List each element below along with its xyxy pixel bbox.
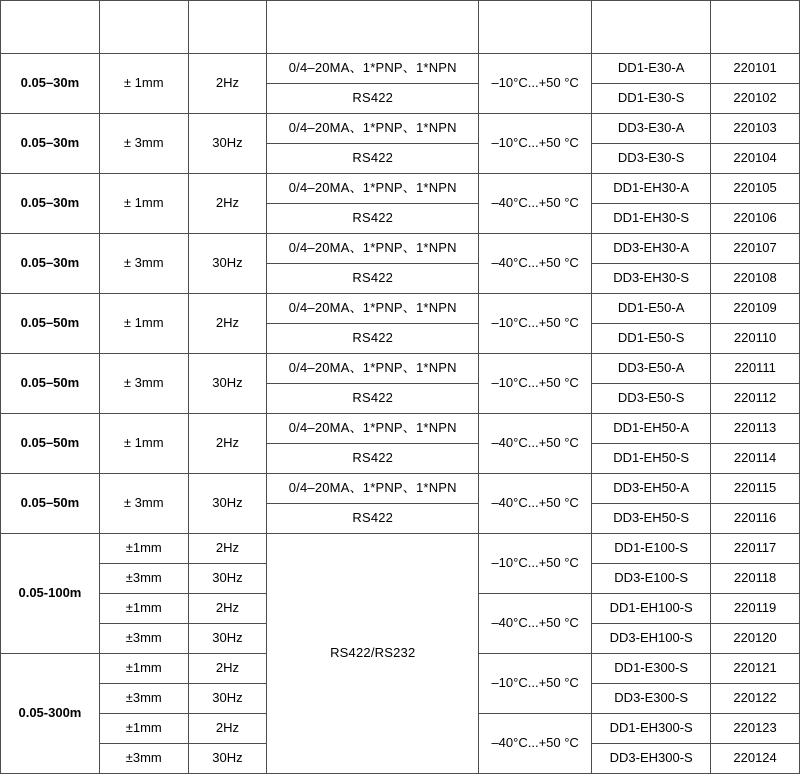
- cell-accuracy: ±1mm: [99, 714, 188, 744]
- cell-working-temperature: –40°C...+50 °C: [479, 474, 592, 534]
- cell-model: DD1-E50-S: [592, 324, 711, 354]
- cell-accuracy: ±3mm: [99, 744, 188, 774]
- cell-model: DD1-EH30-S: [592, 204, 711, 234]
- cell-frequency: 30Hz: [188, 624, 267, 654]
- cell-order-number: 220101: [711, 54, 800, 84]
- cell-order-number: 220119: [711, 594, 800, 624]
- table-row: [1, 474, 800, 504]
- cell-order-number: 220115: [711, 474, 800, 504]
- cell-order-number: 220105: [711, 174, 800, 204]
- cell-model: DD3-EH50-S: [592, 504, 711, 534]
- column-header-accuracy: 精度: [99, 1, 188, 54]
- cell-accuracy: ± 1mm: [99, 414, 188, 474]
- cell-accuracy: ±3mm: [99, 564, 188, 594]
- cell-interface: 0/4–20MA、1*PNP、1*NPN: [267, 54, 479, 84]
- column-header-interface: 接口: [267, 1, 479, 54]
- cell-working-temperature: –10°C...+50 °C: [479, 114, 592, 174]
- cell-order-number: 220123: [711, 714, 800, 744]
- cell-order-number: 220114: [711, 444, 800, 474]
- cell-accuracy: ±1mm: [99, 534, 188, 564]
- cell-frequency: 30Hz: [188, 354, 267, 414]
- cell-order-number: 220122: [711, 684, 800, 714]
- cell-working-distance: 0.05–50m: [1, 414, 100, 474]
- cell-working-temperature: –10°C...+50 °C: [479, 354, 592, 414]
- cell-accuracy: ± 3mm: [99, 234, 188, 294]
- cell-frequency: 2Hz: [188, 414, 267, 474]
- cell-working-distance: 0.05–30m: [1, 54, 100, 114]
- cell-frequency: 2Hz: [188, 294, 267, 354]
- cell-interface: RS422: [267, 204, 479, 234]
- cell-order-number: 220110: [711, 324, 800, 354]
- cell-interface: 0/4–20MA、1*PNP、1*NPN: [267, 234, 479, 264]
- cell-frequency: 30Hz: [188, 564, 267, 594]
- cell-model: DD1-E30-A: [592, 54, 711, 84]
- cell-working-distance: 0.05–50m: [1, 354, 100, 414]
- cell-model: DD1-EH50-S: [592, 444, 711, 474]
- cell-model: DD1-EH300-S: [592, 714, 711, 744]
- table-row: [1, 114, 800, 144]
- cell-interface: 0/4–20MA、1*PNP、1*NPN: [267, 294, 479, 324]
- cell-working-distance: 0.05–30m: [1, 114, 100, 174]
- cell-frequency: 2Hz: [188, 654, 267, 684]
- column-header-model: 型号: [592, 1, 711, 54]
- cell-frequency: 30Hz: [188, 474, 267, 534]
- cell-accuracy: ± 3mm: [99, 114, 188, 174]
- cell-order-number: 220107: [711, 234, 800, 264]
- cell-frequency: 2Hz: [188, 54, 267, 114]
- table-row: [1, 354, 800, 384]
- cell-accuracy: ±1mm: [99, 654, 188, 684]
- cell-interface: 0/4–20MA、1*PNP、1*NPN: [267, 414, 479, 444]
- cell-working-temperature: –40°C...+50 °C: [479, 594, 592, 654]
- cell-order-number: 220106: [711, 204, 800, 234]
- cell-order-number: 220103: [711, 114, 800, 144]
- table-row: [1, 54, 800, 84]
- cell-accuracy: ±3mm: [99, 624, 188, 654]
- column-header-temperature: 工作温度: [479, 1, 592, 54]
- cell-working-temperature: –10°C...+50 °C: [479, 294, 592, 354]
- cell-working-temperature: –10°C...+50 °C: [479, 54, 592, 114]
- column-header-order-number: 订货号: [711, 1, 800, 54]
- cell-interface: RS422: [267, 384, 479, 414]
- cell-working-temperature: –40°C...+50 °C: [479, 174, 592, 234]
- cell-model: DD3-EH50-A: [592, 474, 711, 504]
- cell-model: DD3-EH30-A: [592, 234, 711, 264]
- cell-frequency: 30Hz: [188, 684, 267, 714]
- cell-working-temperature: –40°C...+50 °C: [479, 234, 592, 294]
- cell-order-number: 220111: [711, 354, 800, 384]
- table-header-row: [1, 1, 800, 54]
- cell-interface: RS422: [267, 324, 479, 354]
- cell-order-number: 220118: [711, 564, 800, 594]
- cell-interface: 0/4–20MA、1*PNP、1*NPN: [267, 354, 479, 384]
- cell-working-distance: 0.05–30m: [1, 234, 100, 294]
- cell-working-distance: 0.05-300m: [1, 654, 100, 774]
- cell-working-temperature: –40°C...+50 °C: [479, 414, 592, 474]
- cell-frequency: 2Hz: [188, 174, 267, 234]
- cell-model: DD1-E300-S: [592, 654, 711, 684]
- cell-model: DD3-E100-S: [592, 564, 711, 594]
- cell-order-number: 220121: [711, 654, 800, 684]
- cell-working-distance: 0.05-100m: [1, 534, 100, 654]
- cell-frequency: 30Hz: [188, 114, 267, 174]
- cell-model: DD3-E300-S: [592, 684, 711, 714]
- cell-interface: RS422: [267, 264, 479, 294]
- cell-order-number: 220104: [711, 144, 800, 174]
- cell-interface: 0/4–20MA、1*PNP、1*NPN: [267, 114, 479, 144]
- table-row: [1, 234, 800, 264]
- cell-frequency: 2Hz: [188, 534, 267, 564]
- cell-order-number: 220124: [711, 744, 800, 774]
- cell-working-temperature: –10°C...+50 °C: [479, 534, 592, 594]
- cell-working-distance: 0.05–30m: [1, 174, 100, 234]
- cell-frequency: 30Hz: [188, 744, 267, 774]
- cell-model: DD3-E30-S: [592, 144, 711, 174]
- cell-frequency: 2Hz: [188, 594, 267, 624]
- cell-accuracy: ± 3mm: [99, 474, 188, 534]
- cell-order-number: 220120: [711, 624, 800, 654]
- cell-model: DD1-E50-A: [592, 294, 711, 324]
- cell-model: DD3-EH300-S: [592, 744, 711, 774]
- cell-frequency: 30Hz: [188, 234, 267, 294]
- column-header-frequency: 频率: [188, 1, 267, 54]
- cell-accuracy: ± 1mm: [99, 174, 188, 234]
- cell-model: DD3-E50-A: [592, 354, 711, 384]
- cell-accuracy: ± 1mm: [99, 294, 188, 354]
- cell-interface: RS422/RS232: [267, 534, 479, 774]
- cell-model: DD1-EH30-A: [592, 174, 711, 204]
- cell-working-temperature: –10°C...+50 °C: [479, 654, 592, 714]
- cell-accuracy: ± 3mm: [99, 354, 188, 414]
- table-row: [1, 414, 800, 444]
- table-row: [1, 534, 800, 564]
- cell-order-number: 220117: [711, 534, 800, 564]
- cell-order-number: 220102: [711, 84, 800, 114]
- cell-interface: 0/4–20MA、1*PNP、1*NPN: [267, 474, 479, 504]
- cell-order-number: 220108: [711, 264, 800, 294]
- table-body: [1, 54, 800, 774]
- column-header-distance: 工作距离: [1, 1, 100, 54]
- cell-working-temperature: –40°C...+50 °C: [479, 714, 592, 774]
- cell-model: DD1-EH100-S: [592, 594, 711, 624]
- cell-order-number: 220116: [711, 504, 800, 534]
- cell-working-distance: 0.05–50m: [1, 474, 100, 534]
- cell-model: DD1-E100-S: [592, 534, 711, 564]
- cell-accuracy: ± 1mm: [99, 54, 188, 114]
- cell-interface: RS422: [267, 84, 479, 114]
- cell-model: DD1-EH50-A: [592, 414, 711, 444]
- cell-model: DD3-E30-A: [592, 114, 711, 144]
- cell-interface: RS422: [267, 144, 479, 174]
- cell-working-distance: 0.05–50m: [1, 294, 100, 354]
- cell-interface: RS422: [267, 444, 479, 474]
- cell-model: DD3-E50-S: [592, 384, 711, 414]
- table-row: [1, 294, 800, 324]
- cell-order-number: 220113: [711, 414, 800, 444]
- cell-interface: 0/4–20MA、1*PNP、1*NPN: [267, 174, 479, 204]
- cell-interface: RS422: [267, 504, 479, 534]
- cell-accuracy: ±3mm: [99, 684, 188, 714]
- cell-frequency: 2Hz: [188, 714, 267, 744]
- cell-model: DD3-EH100-S: [592, 624, 711, 654]
- cell-accuracy: ±1mm: [99, 594, 188, 624]
- cell-order-number: 220112: [711, 384, 800, 414]
- cell-model: DD3-EH30-S: [592, 264, 711, 294]
- cell-model: DD1-E30-S: [592, 84, 711, 114]
- cell-order-number: 220109: [711, 294, 800, 324]
- table-row: [1, 174, 800, 204]
